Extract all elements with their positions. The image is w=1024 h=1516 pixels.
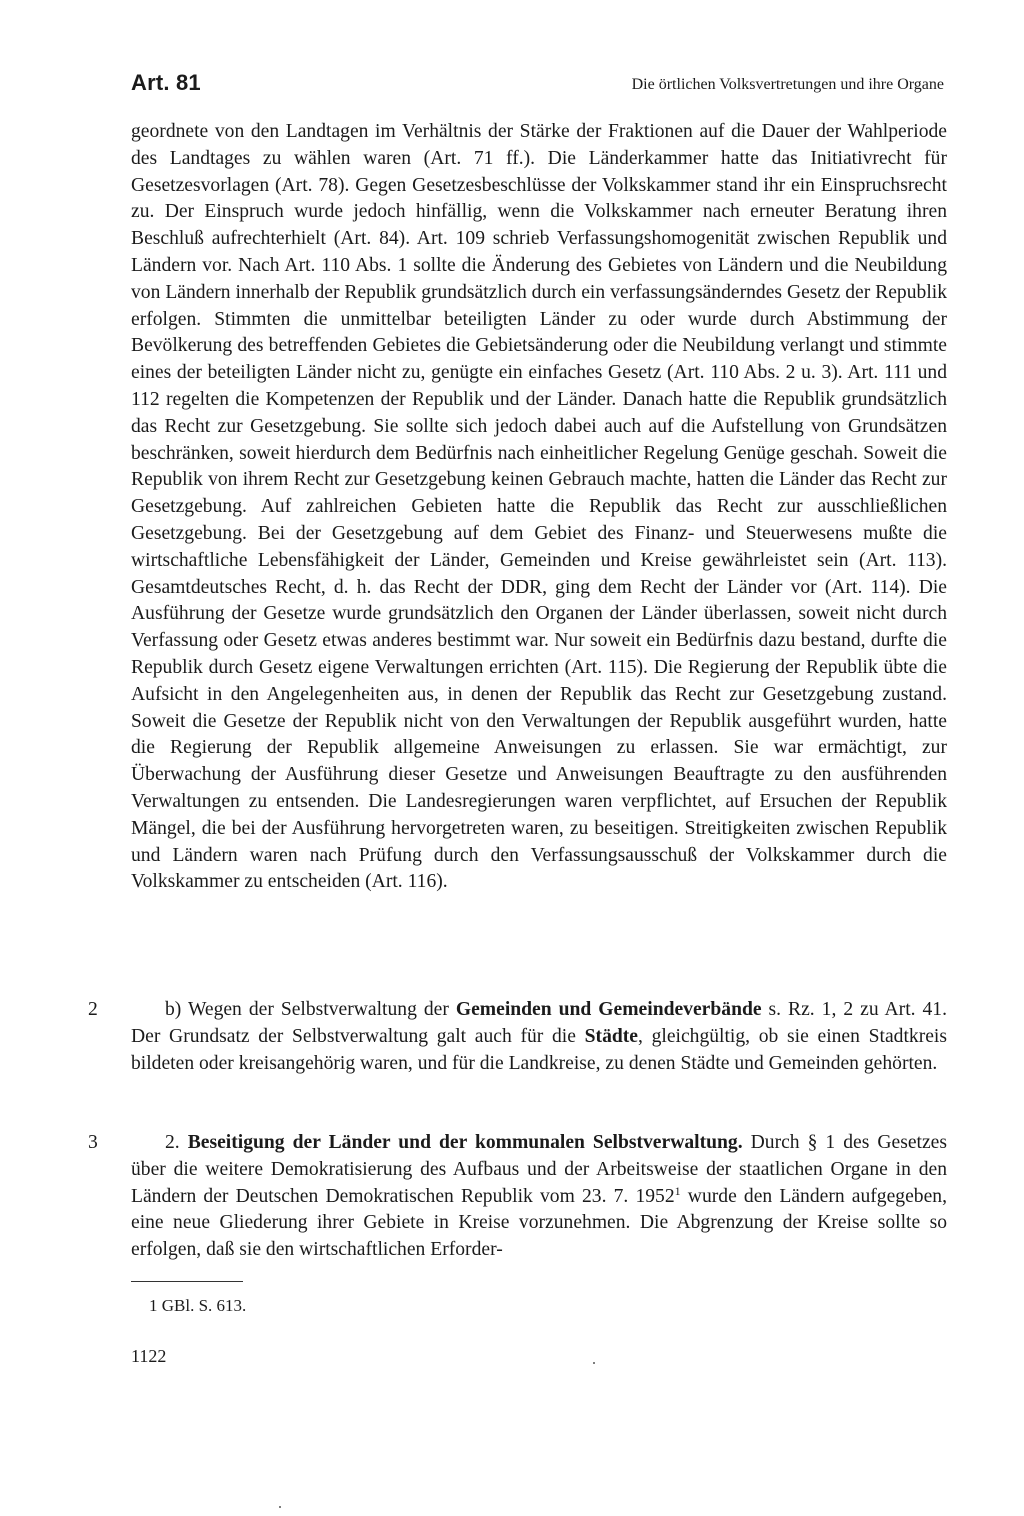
running-head-article: Art. 81 [131, 70, 201, 95]
page-number: 1122 [131, 1346, 167, 1366]
paragraph-text: , gleichgültig, ob sie einen Stadtkreis bildeten oder kreisangehörig waren, und für die Landkreise, zu denen Städte und Gemeinden gehörten. [131, 1025, 947, 1074]
bold-term: Städte [584, 1025, 638, 1047]
margin-number: 3 [88, 1132, 98, 1153]
paragraph-text: Durch § 1 des Gesetzes über die weitere Demokratisierung des Aufbaus und der Arbeitsweise der staatlichen Organe in den Ländern der Deutschen Demokratischen Republik vom 23. 7. 1952 [131, 1132, 947, 1207]
margin-number: 2 [88, 999, 98, 1020]
body-paragraph [131, 997, 947, 1077]
paragraph-text: b) Wegen der Selbstverwaltung der [165, 999, 456, 1020]
section-heading: Beseitigung der Länder und der kommunalen Selbstverwaltung. [187, 1132, 743, 1153]
scan-speck [279, 1506, 281, 1508]
bold-term: Gemeinden und Gemeindeverbände [455, 999, 762, 1020]
body-paragraph [131, 1130, 947, 1264]
paragraph-text: 2. [165, 1132, 188, 1153]
footnote-divider [131, 1281, 243, 1282]
running-head-title: Die örtlichen Volksvertretungen und ihre Organe [631, 76, 944, 93]
paragraph-text: wurde den Ländern aufgegeben, eine neue Gliederung ihrer Gebiete in Kreise vorzunehmen. Die Abgrenzung der Kreise sollte so erfolgen, daß sie den wirtschaftlichen Erforder- [131, 1185, 947, 1261]
footnote-reference[interactable]: 1 [674, 1183, 681, 1198]
footnote: 1 GBl. S. 613. [149, 1296, 247, 1315]
paragraph-text: s. Rz. 1, 2 zu Art. 41. Der Grundsatz der Selbstverwaltung galt auch für die [131, 999, 947, 1047]
scan-speck [593, 1362, 595, 1364]
body-paragraph: geordnete von den Landtagen im Verhältnis der Stärke der Fraktionen auf die Dauer der Wahlperiode des Landtages zu wählen waren (Art. 71 ff.). Die Länderkammer hatte das Initiativrecht für Gesetzesvorlagen (Art. 78). Gegen Gesetzesbeschlüsse der Volkskammer stand ihr ein Einspruchsrecht zu. Der Einspruch wurde jedoch hinfällig, wenn die Volkskammer nach erneuter Beratung ihren Beschluß aufrechterhielt (Art. 84). Art. 109 schrieb Verfassungshomogenität zwischen Republik und Ländern vor. Nach Art. 110 Abs. 1 sollte die Änderung des Gebietes von Ländern und die Neubildung von Ländern innerhalb der Republik grundsätzlich durch ein verfassungsänderndes Gesetz der Republik erfolgen. Stimmten die unmittelbar beteiligten Länder zu oder wurde durch Abstimmung der Bevölkerung des betreffenden Gebietes die Gebietsänderung oder die Neubildung verlangt und stimmte eines der beteiligten Länder nicht zu, genügte ein einfaches Gesetz (Art. 110 Abs. 2 u. 3). Art. 111 und 112 regelten die Kompetenzen der Republik und der Länder. Danach hatte die Republik grundsätzlich das Recht zur Gesetzgebung. Sie sollte sich jedoch dabei auch auf die Aufstellung von Grundsätzen beschränken, soweit hierdurch dem Bedürfnis nach einheitlicher Regelung Genüge geschah. Soweit die Republik von ihrem Recht zur Gesetzgebung keinen Gebrauch machte, hatten die Länder das Recht zur Gesetzgebung. Auf zahlreichen Gebieten hatte die Republik das Recht zur ausschließlichen Gesetzgebung. Bei der Gesetzgebung auf dem Gebiet des Finanz- und Steuerwesens mußte die wirtschaftliche Lebensfähigkeit der Länder, Gemeinden und Kreise gewährleistet sein (Art. 113). Gesamtdeutsches Recht, d. h. das Recht der DDR, ging dem Recht der Länder vor (Art. 114). Die Ausführung der Gesetze wurde grundsätzlich den Organen der Länder überlassen, soweit nicht durch Verfassung oder Gesetz etwas anderes bestimmt war. Nur soweit ein Bedürfnis dazu bestand, durfte die Republik durch Gesetz eigene Verwaltungen errichten (Art. 115). Die Regierung der Republik übte die Aufsicht in den Angelegenheiten aus, in denen der Republik das Recht zur Gesetzgebung zustand. Soweit die Gesetze der Republik nicht von den Verwaltungen der Republik ausgeführt wurden, hatte die Regierung der Republik allgemeine Anweisungen zu erlassen. Sie war ermächtigt, zur Überwachung der Ausführung dieser Gesetze und Anweisungen Beauftragte zu den ausführenden Verwaltungen zu entsenden. Die Landesregierungen waren verpflichtet, auf Ersuchen der Republik Mängel, die bei der Ausführung hervorgetreten waren, zu beseitigen. Streitigkeiten zwischen Republik und Ländern waren nach Prüfung durch den Verfassungsausschuß der Volkskammer durch die Volkskammer zu entscheiden (Art. 116). [131, 121, 947, 893]
